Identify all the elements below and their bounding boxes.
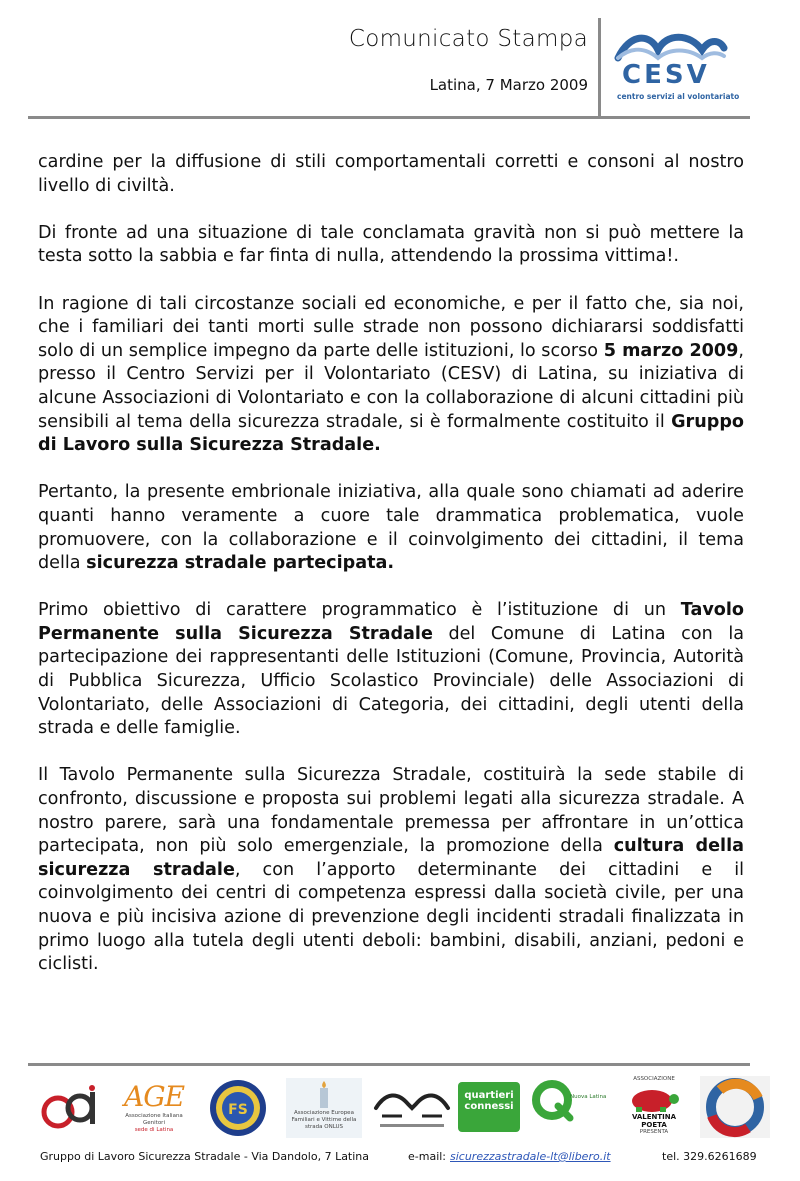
connessi-word: connessi [464,1101,514,1112]
emblem-logo-icon [208,1078,268,1138]
header-title: Comunicato Stampa [348,26,588,52]
culture-emphasis: cultura della sicurezza stradale [38,836,744,880]
page-header [0,0,800,125]
footer-email-link[interactable]: sicurezzastradale-lt@libero.it [450,1150,611,1163]
associazione-word: ASSOCIAZIONE [633,1076,675,1082]
footer-email-label: e-mail: [408,1150,447,1163]
paragraph-3: In ragione di tali circostanze sociali ed economiche, e per il fatto che, sia noi, che i familiari dei tanti morti sulle strade non possono dichiararsi soddisfatti solo di un semplice impegno da parte delle istituzioni, lo scorso 5 marzo 2009, presso il Centro Servizi per il Volontariato (CESV) di Latina, su iniziativa di alcune Associazioni di Volontariato e con la collaborazione di alcuni cittadini più sensibili al tema della sicurezza stradale, si è formalmente costituito il Gruppo di Lavoro sulla Sicurezza Stradale. [38,293,744,456]
aef-logo [286,1078,362,1138]
header-rule [28,116,750,119]
header-divider [598,18,601,116]
header-date: Latina, 7 Marzo 2009 [429,76,588,94]
age-logo [116,1080,192,1136]
paragraph-2: Di fronte ad una situazione di tale conclamata gravità non si può mettere la testa sotto la sabbia e far finta di nulla, attendendo la prossima vittima!. [38,222,744,267]
cesv-logo-word: CESV [622,60,710,90]
tavolo-emphasis: Tavolo Permanente sulla Sicurezza Stradale [38,600,744,644]
svg-text:FS: FS [228,1102,248,1118]
paragraph-1: cardine per la diffusione di stili comportamentali corretti e consoni al nostro livello di civiltà. [38,152,744,196]
group-name-emphasis: Gruppo di Lavoro sulla Sicurezza Stradale. [38,411,744,456]
udi-logo-icon [40,1084,106,1132]
paragraph-4: Pertanto, la presente embrionale iniziativa, alla quale sono chiamati ad aderire quanti hanno veramente a cuore tale drammatica problematica, vuole promuovere, con la collaborazione e il coinvolgimento dei cittadini, il tema della sicurezza stradale partecipata. [38,482,744,574]
partner-logos [36,1074,776,1140]
topic-emphasis: sicurezza stradale partecipata. [86,553,395,574]
age-logo-subtitle: Associazione Italiana Genitori [125,1113,183,1126]
candle-icon [306,1080,342,1110]
footer-telephone: tel. 329.6261689 [662,1150,757,1163]
q-logo-icon [532,1080,574,1122]
footer-organization: Gruppo di Lavoro Sicurezza Stradale - Via Dandolo, 7 Latina [40,1150,370,1163]
q-logo [532,1080,610,1136]
valentina-poeta-logo [620,1076,688,1138]
age-logo-word: AGE [123,1080,185,1113]
press-release-body [38,151,744,1000]
turtle-icon [624,1083,684,1113]
paragraph-5: Primo obiettivo di carattere programmatico è l’istituzione di un Tavolo Permanente sulla Sicurezza Stradale del Comune di Latina con la partecipazione dei rappresentanti delle Istituzioni (Comune, Provincia, Autorità di Pubblica Sicurezza, Ufficio Scolastico Provinciale) delle Associazioni di Volontariato, delle Associazioni di Categoria, dei cittadini, degli utenti della strada e delle famiglie. [38,600,744,739]
valentina-poeta-word: VALENTINA POETA [631,1113,677,1129]
hands-logo-icon [372,1082,452,1134]
presenta-word: PRESENTA [639,1129,669,1135]
footer-rule [28,1063,750,1066]
age-logo-subtitle-2: sede di Latina [134,1127,174,1133]
aef-logo-subtitle: Associazione Europea Familiari e Vittime della strada ONLUS [291,1110,357,1130]
cesv-logo-subtitle: centro servizi al volontariato [617,92,740,101]
q-logo-subtitle: Nuova Latina [570,1094,607,1100]
abstract-logo-icon [700,1076,770,1138]
date-emphasis: 5 marzo 2009 [603,340,739,361]
paragraph-6: Il Tavolo Permanente sulla Sicurezza Stradale, costituirà la sede stabile di confronto, discussione e proposta sui problemi legati alla sicurezza stradale. A nostro parere, sarà una fondamentale premessa per affrontare in un’ottica partecipata, non più solo emergenziale, la promozione della cultura della sicurezza stradale, con l’apporto determinante dei cittadini e il coinvolgimento dei centri di competenza espressi dalla società civile, per una nuova e più incisiva azione di prevenzione degli incidenti stradali finalizzata in primo luogo alla tutela degli utenti deboli: bambini, disabili, anziani, pedoni e ciclisti. [38,765,744,975]
quartieri-connessi-logo [458,1082,520,1132]
quartieri-word: quartieri [464,1090,514,1101]
